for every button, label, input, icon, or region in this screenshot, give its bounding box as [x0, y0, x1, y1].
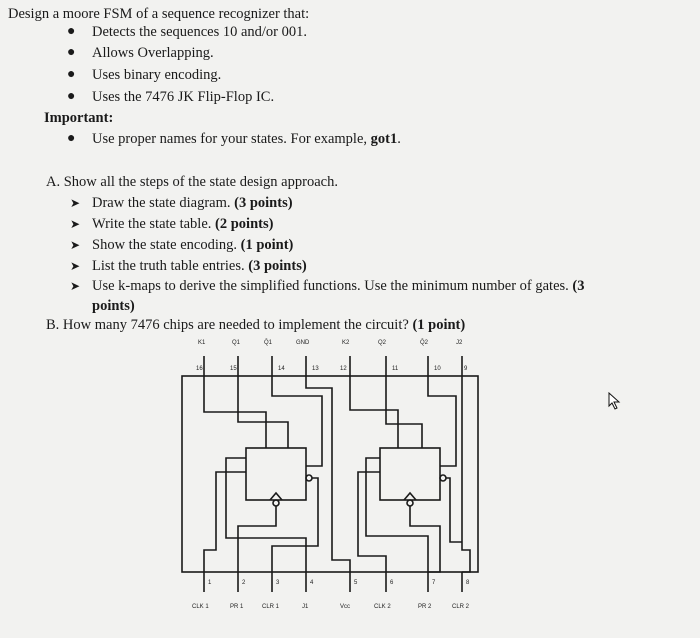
pin-number: 8 — [466, 580, 470, 586]
problem-title: Design a moore FSM of a sequence recognizer that: — [8, 6, 310, 22]
pin-label: CLR 1 — [262, 604, 280, 610]
part-a-step-continuation: points) — [92, 298, 135, 314]
arrow-bullet-icon: ➤ — [70, 217, 81, 231]
part-a-step: Draw the state diagram. (3 points) — [92, 195, 293, 211]
pin-number: 2 — [242, 580, 246, 586]
arrow-bullet-icon: ➤ — [70, 279, 81, 293]
pin-number: 12 — [340, 366, 347, 372]
mouse-pointer-icon — [608, 392, 622, 410]
pin-label: Q̄1 — [264, 340, 273, 346]
pin-label: PR 1 — [230, 604, 244, 610]
pin-number: 4 — [310, 580, 314, 586]
ic-7476-pinout-diagram — [170, 330, 500, 615]
bullet-icon: ● — [67, 24, 76, 39]
pin-label: CLR 2 — [452, 604, 470, 610]
pin-number: 6 — [390, 580, 394, 586]
arrow-bullet-icon: ➤ — [70, 259, 81, 273]
pin-label: Q̄2 — [420, 340, 429, 346]
pin-number: 13 — [312, 366, 319, 372]
requirement-item: Allows Overlapping. — [92, 45, 214, 61]
pin-label: K1 — [198, 340, 206, 346]
pin-label: J2 — [456, 340, 463, 346]
pin-number: 9 — [464, 366, 468, 372]
pin-number: 5 — [354, 580, 358, 586]
pin-number: 3 — [276, 580, 280, 586]
pin-label: Q2 — [378, 340, 387, 346]
bullet-icon: ● — [67, 89, 76, 104]
part-a-step: Show the state encoding. (1 point) — [92, 237, 294, 253]
bullet-icon: ● — [67, 131, 76, 146]
pin-number: 1 — [208, 580, 212, 586]
bullet-icon: ● — [67, 67, 76, 82]
arrow-bullet-icon: ➤ — [70, 238, 81, 252]
pin-label: Vcc — [340, 604, 351, 610]
bullet-icon: ● — [67, 45, 76, 60]
pin-label: GND — [296, 340, 310, 346]
pin-label: CLK 2 — [374, 604, 391, 610]
part-a-heading: A. Show all the steps of the state design approach. — [46, 174, 338, 190]
part-b-question: B. How many 7476 chips are needed to implement the circuit? (1 point) — [46, 317, 466, 333]
requirement-item: Uses binary encoding. — [92, 67, 222, 83]
important-item: Use proper names for your states. For example, got1. — [92, 131, 401, 147]
part-a-step: List the truth table entries. (3 points) — [92, 258, 307, 274]
part-a-step: Use k-maps to derive the simplified functions. Use the minimum number of gates. (3 — [92, 278, 585, 294]
pin-label: PR 2 — [418, 604, 432, 610]
pin-label: K2 — [342, 340, 350, 346]
pin-number: 15 — [230, 366, 237, 372]
requirement-item: Detects the sequences 10 and/or 001. — [92, 24, 308, 40]
pin-label: J1 — [302, 604, 309, 610]
pin-number: 10 — [434, 366, 441, 372]
pin-label: CLK 1 — [192, 604, 209, 610]
requirement-item: Uses the 7476 JK Flip-Flop IC. — [92, 89, 275, 105]
pin-number: 7 — [432, 580, 436, 586]
important-heading: Important: — [44, 110, 114, 126]
arrow-bullet-icon: ➤ — [70, 196, 81, 210]
part-a-step: Write the state table. (2 points) — [92, 216, 274, 232]
pin-number: 16 — [196, 366, 203, 372]
pin-number: 14 — [278, 366, 285, 372]
pin-label: Q1 — [232, 340, 241, 346]
pin-number: 11 — [392, 366, 399, 372]
